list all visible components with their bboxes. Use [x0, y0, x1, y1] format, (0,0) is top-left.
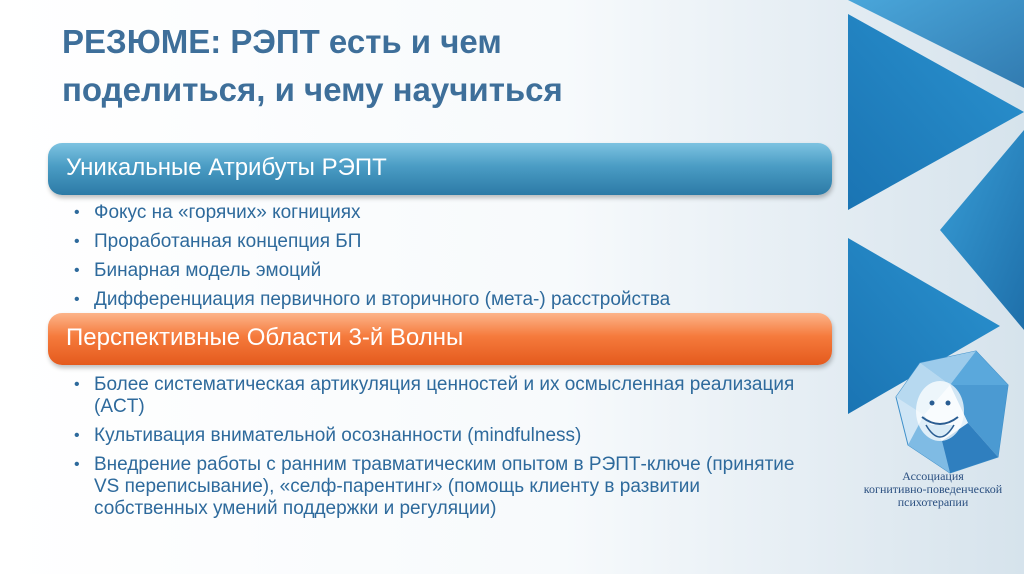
- section-1-header-bar: [48, 143, 832, 195]
- slide-title: [62, 18, 682, 114]
- section-2-bullet-list: [74, 374, 804, 527]
- section-1-bullet-item: • Проработанная концепция БП: [74, 231, 814, 253]
- section-2-bullet-item: • Внедрение работы с ранним травматическим опытом в РЭПТ-ключе (принятие VS переписывание), «селф-парентинг» (помощь клиенту в развитии собственных умений поддержки и регуляции): [74, 454, 804, 520]
- section-2-bullet-item: • Культивация внимательной осознанности (mindfulness): [74, 425, 804, 447]
- association-logo-caption: [842, 470, 1024, 509]
- section-1-heading: Уникальные Атрибуты РЭПТ: [66, 154, 387, 181]
- section-2-heading: Перспективные Области 3-й Волны: [66, 324, 464, 351]
- section-1-bullet-item: • Фокус на «горячих» когнициях: [74, 202, 814, 224]
- section-1-bullet-item: • Дифференциация первичного и вторичного (мета-) расстройства: [74, 289, 814, 311]
- logo-caption-line-3: психотерапии: [897, 495, 969, 509]
- logo-caption-line-1: Ассоциация: [902, 469, 964, 483]
- slide-title-line-2: поделиться, и чему научиться: [62, 71, 563, 108]
- slide-title-line-1: РЕЗЮМЕ: РЭПТ есть и чем: [62, 23, 502, 60]
- logo-caption-line-2: когнитивно-поведенческой: [863, 482, 1003, 496]
- section-2-bullet-item: • Более систематическая артикуляция ценностей и их осмысленная реализация (ACT): [74, 374, 804, 418]
- section-1-bullet-list: [74, 202, 814, 318]
- section-1-bullet-item: • Бинарная модель эмоций: [74, 260, 814, 282]
- section-2-header-bar: [48, 313, 832, 365]
